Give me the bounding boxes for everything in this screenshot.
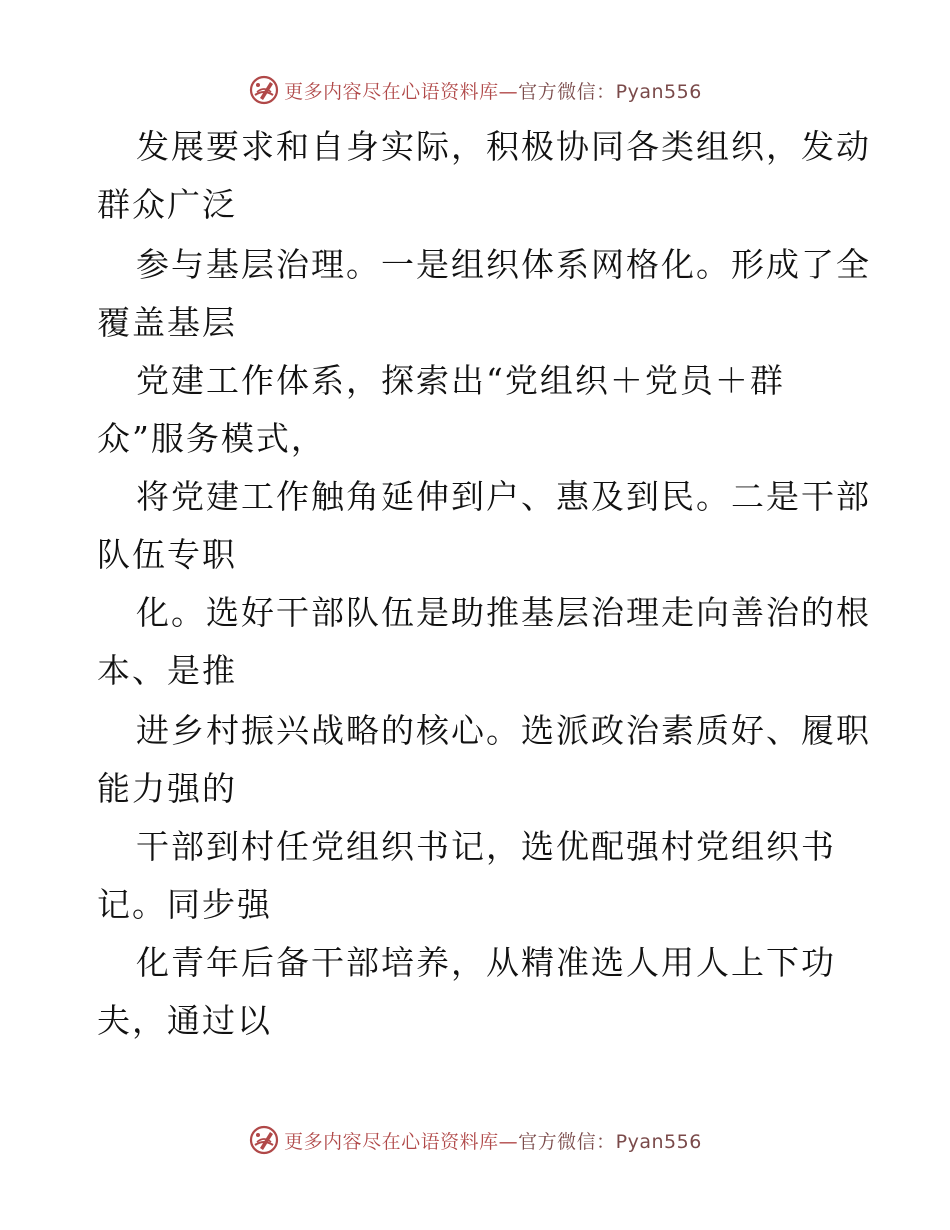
footer-banner-text xyxy=(284,1127,702,1154)
body-line: 夫，通过以 xyxy=(97,1001,272,1040)
body-line: 干部到村任党组织书记，选优配强村党组织书 xyxy=(136,827,836,866)
body-line: 参与基层治理。一是组织体系网格化。形成了全 xyxy=(136,245,871,284)
body-line: 党建工作体系，探索出“党组织＋党员＋群 xyxy=(136,361,785,400)
footer-banner xyxy=(0,1120,950,1160)
body-line: 将党建工作触角延伸到户、惠及到民。二是干部 xyxy=(136,477,871,516)
body-line: 众”服务模式， xyxy=(97,419,326,458)
body-line: 群众广泛 xyxy=(97,185,237,224)
body-line: 能力强的 xyxy=(97,769,237,808)
footer-site-name: 更多内容尽在心语资料库 xyxy=(284,1130,499,1153)
body-line: 本、是推 xyxy=(97,651,237,690)
body-line: 队伍专职 xyxy=(97,535,237,574)
body-line: 化。选好干部队伍是助推基层治理走向善治的根 xyxy=(136,593,871,632)
book-pen-logo-icon xyxy=(248,74,280,106)
header-wechat: 官方微信：Pyan556 xyxy=(518,80,702,103)
body-line: 记。同步强 xyxy=(97,885,272,924)
header-dash: — xyxy=(498,80,519,103)
header-banner xyxy=(0,70,950,110)
body-line: 化青年后备干部培养，从精准选人用人上下功 xyxy=(136,943,836,982)
body-line: 发展要求和自身实际，积极协同各类组织，发动 xyxy=(136,127,871,166)
footer-wechat: 官方微信：Pyan556 xyxy=(518,1130,702,1153)
header-banner-text xyxy=(284,77,702,104)
body-line: 进乡村振兴战略的核心。选派政治素质好、履职 xyxy=(136,711,871,750)
header-site-name: 更多内容尽在心语资料库 xyxy=(284,80,499,103)
footer-dash: — xyxy=(498,1130,519,1153)
body-line: 覆盖基层 xyxy=(97,303,237,342)
book-pen-logo-icon xyxy=(248,1124,280,1156)
